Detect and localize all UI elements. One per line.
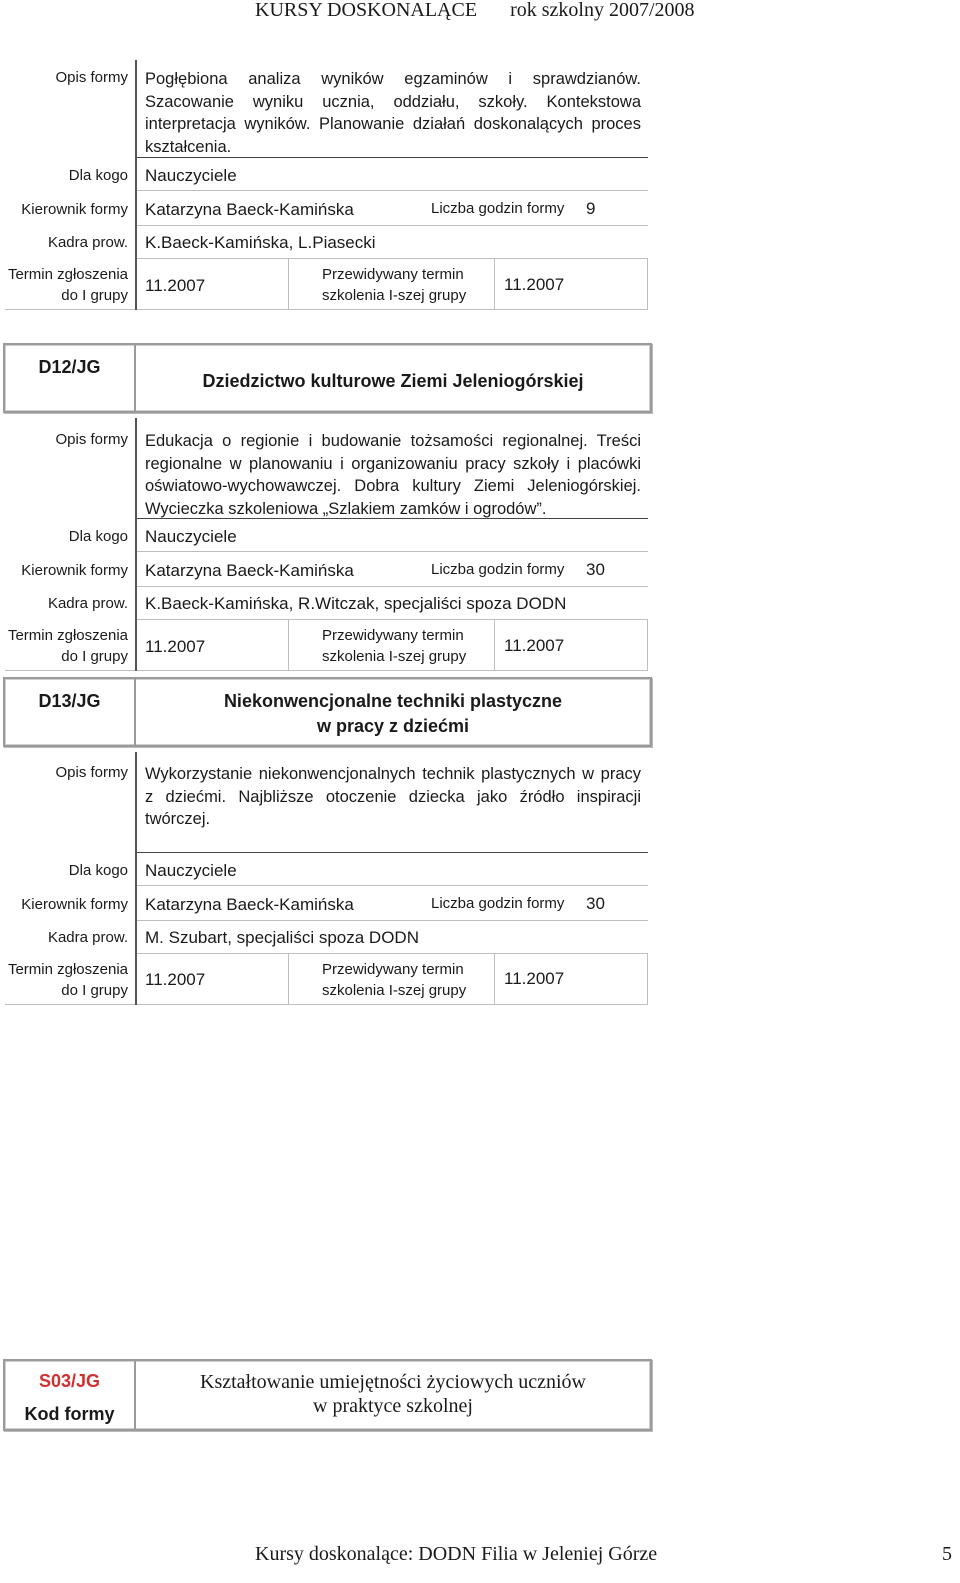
course-description: Wykorzystanie niekonwencjonalnych technik plastycznych w pracy z dziećmi. Najbliższe otoczenie dziecka jako źródło inspiracji twórczej. — [145, 765, 641, 828]
course-audience: Nauczyciele — [145, 527, 237, 546]
label-kadra: Kadra prow. — [47, 234, 128, 251]
course-title-line-1: Kształtowanie umiejętności życiowych uczniów — [200, 1371, 586, 1393]
page-footer — [255, 1543, 952, 1566]
course-deadline: 11.2007 — [145, 637, 206, 656]
label-przew-1: Przewidywany termin — [322, 627, 464, 644]
divider — [137, 157, 648, 158]
label-opis: Opis formy — [55, 69, 128, 86]
label-liczba: Liczba godzin formy — [431, 895, 565, 912]
divider — [647, 953, 648, 1005]
label-dla: Dla kogo — [68, 528, 128, 545]
divider — [137, 586, 648, 587]
divider — [288, 619, 289, 671]
header-school-year: rok szkolny 2007/2008 — [510, 0, 695, 21]
divider — [137, 518, 648, 519]
course-title-box — [3, 677, 652, 747]
label-termin-1: Termin zgłoszenia — [7, 266, 128, 283]
divider — [5, 309, 648, 310]
course-start: 11.2007 — [504, 275, 565, 294]
label-kierownik: Kierownik formy — [21, 562, 128, 579]
course-title-box — [3, 1359, 652, 1431]
label-liczba: Liczba godzin formy — [431, 200, 565, 217]
label-dla: Dla kogo — [68, 167, 128, 184]
course-title-line-1: Niekonwencjonalne techniki plastyczne — [223, 691, 563, 711]
label-przew-2: szkolenia I-szej grupy — [322, 287, 467, 304]
label-liczba: Liczba godzin formy — [431, 561, 565, 578]
label-przew-2: szkolenia I-szej grupy — [322, 648, 467, 665]
divider — [137, 551, 648, 552]
label-opis: Opis formy — [55, 764, 128, 781]
course-staff: K.Baeck-Kamińska, L.Piasecki — [145, 233, 376, 252]
divider — [137, 920, 648, 921]
label-kierownik: Kierownik formy — [21, 201, 128, 218]
course-code: D13/JG — [38, 691, 101, 711]
divider — [288, 953, 289, 1005]
label-kadra: Kadra prow. — [47, 929, 128, 946]
course-manager: Katarzyna Baeck-Kamińska — [145, 561, 354, 580]
divider — [494, 258, 495, 310]
label-termin-1: Termin zgłoszenia — [7, 961, 128, 978]
course-staff: K.Baeck-Kamińska, R.Witczak, specjaliści spoza DODN — [145, 594, 567, 613]
divider — [137, 953, 648, 954]
divider — [137, 619, 648, 620]
label-termin-2: do I grupy — [61, 648, 128, 665]
course-title-box — [3, 343, 652, 413]
label-przew-1: Przewidywany termin — [322, 266, 464, 283]
label-column-divider — [135, 418, 137, 671]
divider — [137, 885, 648, 886]
course-start: 11.2007 — [504, 969, 565, 988]
divider — [647, 619, 648, 671]
label-przew-2: szkolenia I-szej grupy — [322, 982, 467, 999]
label-dla: Dla kogo — [68, 862, 128, 879]
label-kod: Kod formy — [24, 1404, 115, 1424]
label-opis: Opis formy — [55, 431, 128, 448]
course-hours: 9 — [586, 199, 596, 218]
page-header — [255, 0, 695, 20]
label-termin-1: Termin zgłoszenia — [7, 627, 128, 644]
label-przew-1: Przewidywany termin — [322, 961, 464, 978]
course-hours: 30 — [586, 560, 605, 579]
label-column-divider — [135, 752, 137, 1005]
label-kierownik: Kierownik formy — [21, 896, 128, 913]
divider — [137, 225, 648, 226]
divider — [647, 258, 648, 310]
divider — [137, 190, 648, 191]
course-code: S03/JG — [38, 1371, 101, 1391]
course-title: Dziedzictwo kulturowe Ziemi Jeleniogórskiej — [202, 371, 584, 391]
course-manager: Katarzyna Baeck-Kamińska — [145, 895, 354, 914]
course-staff: M. Szubart, specjaliści spoza DODN — [145, 928, 419, 947]
course-title-line-2: w pracy z dziećmi — [316, 716, 470, 736]
label-termin-2: do I grupy — [61, 287, 128, 304]
label-column-divider — [135, 60, 137, 310]
header-title: KURSY DOSKONALĄCE — [255, 0, 478, 21]
course-start: 11.2007 — [504, 636, 565, 655]
course-deadline: 11.2007 — [145, 276, 206, 295]
course-deadline: 11.2007 — [145, 970, 206, 989]
divider — [137, 852, 648, 853]
label-kadra: Kadra prow. — [47, 595, 128, 612]
course-code: D12/JG — [38, 357, 101, 377]
divider — [5, 1004, 648, 1005]
course-description: Pogłębiona analiza wyników egzaminów i sprawdzianów. Szacowanie wyniku ucznia, oddziału, szkoły. Kontekstowa interpretacja wyników. Planowanie działań doskonalących proces kształcenia. — [145, 70, 641, 156]
divider — [5, 670, 648, 671]
footer-text: Kursy doskonalące: DODN Filia w Jeleniej Górze — [255, 1543, 658, 1565]
divider — [494, 953, 495, 1005]
course-title-line-2: w praktyce szkolnej — [313, 1395, 473, 1417]
course-manager: Katarzyna Baeck-Kamińska — [145, 200, 354, 219]
course-description: Edukacja o regionie i budowanie tożsamości regionalnej. Treści regionalne w planowaniu i organizowaniu pracy szkoły i placówki oświatowo-wychowawczej. Dobra kultury Ziemi Jeleniogórskiej. Wycieczka szkoleniowa „Szlakiem zamków i ogrodów”. — [145, 432, 641, 518]
course-hours: 30 — [586, 894, 605, 913]
course-audience: Nauczyciele — [145, 861, 237, 880]
divider — [288, 258, 289, 310]
page-number: 5 — [942, 1543, 952, 1565]
divider — [494, 619, 495, 671]
label-termin-2: do I grupy — [61, 982, 128, 999]
divider — [137, 258, 648, 259]
course-audience: Nauczyciele — [145, 166, 237, 185]
